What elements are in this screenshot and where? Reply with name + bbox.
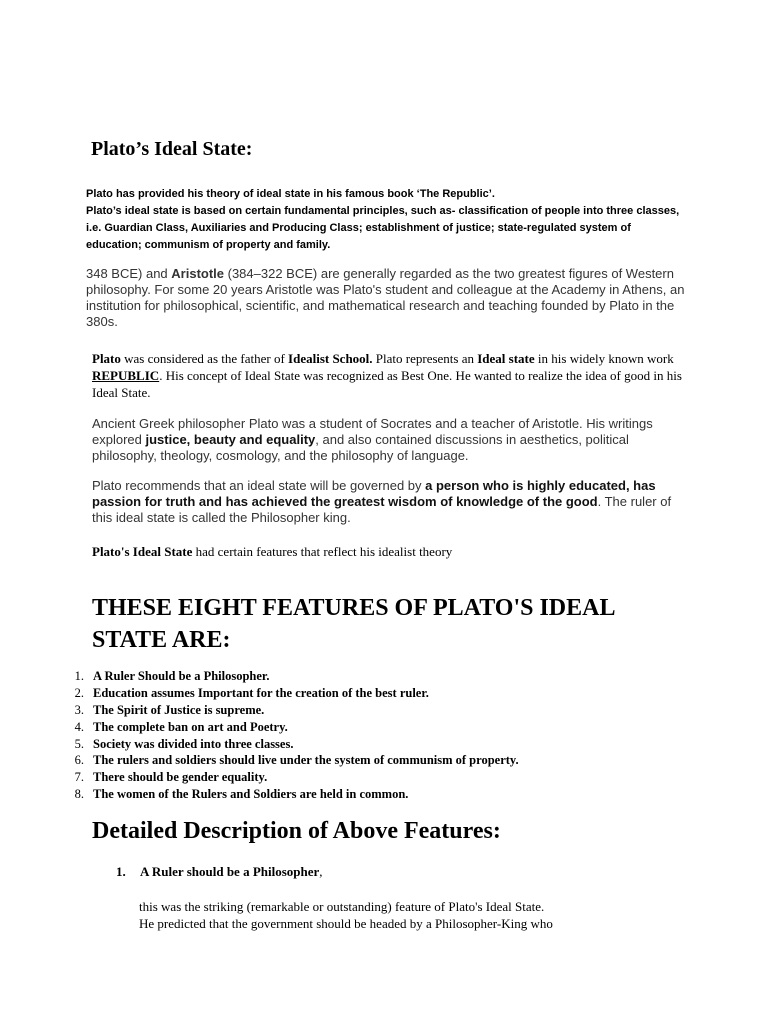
ancient-paragraph	[92, 416, 692, 464]
list-text: There should be gender equality.	[93, 770, 268, 785]
intro-line-1: Plato has provided his theory of ideal state in his famous book ‘The Republic’.	[86, 188, 495, 200]
bold-span: Plato's Ideal State	[92, 544, 193, 559]
sub-item-number: 1.	[116, 864, 126, 879]
recommends-paragraph	[92, 478, 692, 526]
text-span: , and also contained discussions in aesthetics, political philosophy, theology, cosmology, and the philosophy of language.	[92, 432, 629, 463]
sub-item-description	[139, 898, 659, 932]
list-item	[64, 736, 519, 753]
list-number: 5.	[74, 736, 84, 751]
list-item	[64, 685, 519, 702]
list-item	[64, 702, 519, 719]
text-span: Ancient Greek philosopher Plato was a student of Socrates and a teacher of Aristotle. His writings explored	[92, 416, 653, 447]
list-number: 6.	[74, 753, 84, 768]
list-text: A Ruler Should be a Philosopher.	[93, 669, 270, 683]
list-number: 7.	[74, 770, 84, 785]
list-number: 4.	[74, 719, 84, 734]
detailed-description-heading: Detailed Description of Above Features:	[92, 818, 501, 844]
list-text: Education assumes Important for the creation of the best ruler.	[93, 685, 429, 700]
desc-line-1: this was the striking (remarkable or outstanding) feature of Plato's Ideal State.	[139, 899, 545, 914]
list-text: The women of the Rulers and Soldiers are held in common.	[93, 787, 409, 802]
list-text: The Spirit of Justice is supreme.	[93, 702, 265, 717]
list-item	[64, 752, 519, 769]
text-span: Plato recommends that an ideal state will be governed by	[92, 478, 426, 493]
sub-item-ruler-philosopher	[116, 864, 323, 880]
text-span: . The ruler of this ideal state is called the Philosopher king.	[92, 494, 672, 525]
list-item	[64, 769, 519, 786]
list-item	[64, 786, 519, 803]
father-paragraph	[92, 350, 692, 401]
eight-features-heading: THESE EIGHT FEATURES OF PLATO'S IDEAL STATE ARE:	[92, 595, 615, 653]
text-span: was considered as the father of	[120, 351, 289, 366]
text-span: had certain features that reflect his idealist theory	[192, 544, 453, 559]
list-item	[64, 668, 519, 685]
aristotle-paragraph	[86, 266, 686, 330]
intro-line-2: Plato’s ideal state is based on certain fundamental principles, such as- classification of people into three classes, i.e. Guardian Class, Auxiliaries and Producing Class; establishment of justice; state-regulated system of education; communism of property and family.	[86, 205, 680, 251]
intro-paragraph	[86, 186, 686, 254]
bold-span: a person who is highly educated, has passion for truth and has achieved the greatest wisdom of knowledge of the good	[92, 478, 656, 509]
list-text: The complete ban on art and Poetry.	[93, 719, 288, 734]
desc-line-2: He predicted that the government should be headed by a Philosopher-King who	[139, 916, 553, 931]
bold-span: Aristotle	[171, 266, 225, 281]
features-intro-paragraph	[92, 543, 692, 560]
text-span: Plato represents an	[372, 351, 478, 366]
text-span: in his widely known work	[534, 351, 674, 366]
text-span: 348 BCE) and	[86, 266, 172, 281]
bold-span: Idealist School.	[288, 351, 373, 366]
list-number: 2.	[74, 685, 84, 700]
republic-underlined: REPUBLIC	[92, 368, 160, 383]
bold-span: justice, beauty and equality	[145, 432, 316, 447]
page-title: Plato’s Ideal State:	[91, 138, 253, 160]
list-text: The rulers and soldiers should live under the system of communism of property.	[93, 753, 519, 768]
sub-item-rest: ,	[319, 864, 323, 879]
text-span: . His concept of Ideal State was recognized as Best One. He wanted to realize the idea of good in his Ideal State.	[92, 368, 682, 400]
text-span: (384–322 BCE) are generally regarded as the two greatest figures of Western philosophy. For some 20 years Aristotle was Plato's student and colleague at the Academy in Athens, an institution for philosophical, scientific, and mathematical research and teaching founded by Plato in the 380s.	[86, 266, 685, 329]
bold-span: Plato	[92, 351, 121, 366]
sub-item-bold: A Ruler should be a Philosopher	[140, 864, 320, 879]
list-text: Society was divided into three classes.	[93, 736, 294, 751]
features-list	[64, 668, 519, 803]
list-number: 8.	[74, 787, 84, 802]
bold-span: Ideal state	[477, 351, 535, 366]
list-number: 3.	[74, 702, 84, 717]
list-item	[64, 719, 519, 736]
list-number: 1.	[74, 669, 84, 683]
